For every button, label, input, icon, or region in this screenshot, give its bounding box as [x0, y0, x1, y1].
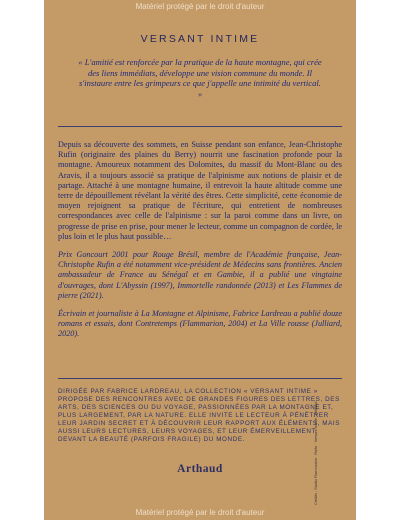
editor-magazine: La Montagne et Alpinisme	[141, 309, 229, 319]
publisher-logo: Arthaud	[177, 463, 223, 475]
copyright-watermark-top: Matériel protégé par le droit d'auteur	[135, 2, 265, 11]
editor-bio-text-2: , Fabrice Lardreau a publié douze romans et essais, dont	[58, 309, 342, 329]
book-description: Depuis sa découverte des sommets, en Suisse pendant son enfance, Jean-Christophe Rufin (originaire des plaines du Berry) nourrit une fascination profonde pour la montagne. Amoureux notamment des Dolomites, du massif du Mont-Blanc ou des Aravis, il a toujours associé sa pratique de l'alpinisme aux notions de plaisir et de partage. Attaché à une montagne humaine, il entrevoit la haute altitude comme une terre de dépouillement révélant la vérité des êtres. Cette simplicité, cette économie de moyen rejoignent sa pratique de l'écriture, qui entretient de nombreuses correspondances avec celle de l'alpinisme : sur la paroi comme dans un livre, on progresse de prise en prise, pour mener le lecteur, comme un compagnon de cordée, le plus loin et le plus haut possible…	[58, 140, 342, 241]
copyright-watermark-bottom: Matériel protégé par le droit d'auteur	[135, 508, 265, 517]
divider-top	[58, 126, 342, 127]
pull-quote: « L'amitié est renforcée par la pratique de la haute montagne, qui crée des liens immédiats, développe une vision commune du monde. Il s'instaure entre les grimpeurs ce que j'appelle une intimité du vertical. »	[78, 57, 322, 99]
editor-bio-text-3: et	[247, 319, 259, 329]
author-bio-text: , membre de l'Académie française, Jean-Christophe Rufin a été notamment vice-président de Médecins sans frontières. Ancien ambassadeur de France au Sénégal et en Gambie, il a publié une vingtaine d'ouvrages, dont	[58, 250, 342, 290]
collection-note: DIRIGÉE PAR FABRICE LARDREAU, LA COLLECTION « VERSANT INTIME » PROPOSE DES RENCONTRES AVEC DE GRANDES FIGURES DES LETTRES, DES ARTS, DES SCIENCES OU DU VOYAGE, PASSIONNÉES PAR LA MONTAGNE ET, PLUS LARGEMENT, PAR LA NATURE. ELLE INVITE LE LECTEUR À PÉNÉTRER LEUR JARDIN SECRET ET À DÉCOUVRIR LEUR RAPPORT AUX ÉLÉMENTS, MAIS AUSSI LEURS LECTURES, LEURS VOYAGES, ET LEUR ÉMERVEILLEMENT DEVANT LA BEAUTÉ (PARFOIS FRAGILE) DU MONDE.	[58, 388, 341, 443]
editor-bio	[58, 309, 342, 340]
author-bio-end: .	[101, 290, 104, 300]
editor-work-2: La Ville rousse (Julliard, 2020)	[58, 319, 342, 339]
author-works: L'Abyssin (1997), Immortelle randonnée (2013) et Les Flammes de pierre (2021)	[58, 280, 343, 300]
back-cover	[44, 0, 356, 520]
series-title: VERSANT INTIME	[140, 33, 260, 45]
author-bio	[58, 250, 342, 301]
spine-credits: Crédits : Studio Flammarion · Rufin · Versant Intime · Arthaud	[314, 401, 318, 505]
editor-work-1: Contretemps (Flammarion, 2004)	[135, 319, 248, 329]
editor-bio-end: .	[77, 329, 80, 339]
divider-bottom	[58, 378, 342, 379]
editor-bio-text-1: Écrivain et journaliste à	[58, 309, 142, 319]
description-block	[58, 140, 342, 348]
author-prize: Prix Goncourt 2001 pour Rouge Brésil	[58, 250, 198, 260]
